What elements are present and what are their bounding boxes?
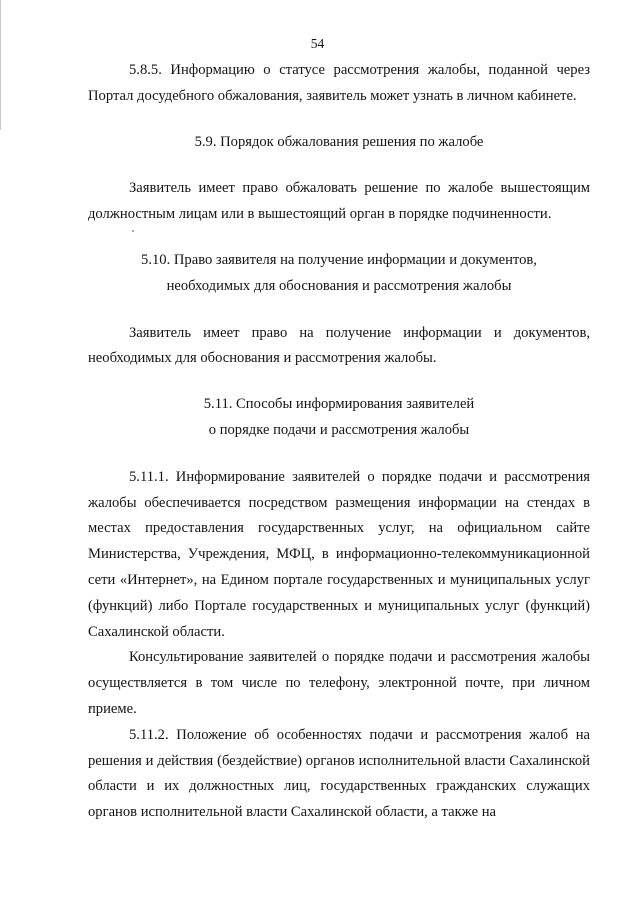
heading-line: 5.11. Способы информирования заявителей <box>203 396 475 413</box>
heading-line: 5.10. Право заявителя на получение информации и документов, <box>141 251 537 268</box>
heading-line: 5.9. Порядок обжалования решения по жалобе <box>194 133 484 150</box>
page-number: 54 <box>310 36 325 51</box>
heading-5-11 <box>88 392 590 444</box>
paragraph-5-8-5: 5.8.5. Информацию о статусе рассмотрения жалобы, поданной через Портал досудебного обжалования, заявитель может узнать в личном кабинете. <box>88 62 590 104</box>
paragraph-5-11-1: 5.11.1. Информирование заявителей о порядке подачи и рассмотрения жалобы обеспечивается посредством размещения информации на стендах в местах предоставления государственных услуг, на официальном сайте Министерства, Учреждения, МФЦ, в информационно-телекоммуникационной сети «Интернет», на Едином портале государственных и муниципальных услуг (функций) либо Портале государственных и муниципальных услуг (функций) Сахалинской области. <box>88 468 590 640</box>
paragraph-consultation: Консультирование заявителей о порядке подачи и рассмотрения жалобы осуществляется в том числе по телефону, электронной почте, при личном приеме. <box>88 649 590 717</box>
paragraph-5-11-2: 5.11.2. Положение об особенностях подачи и рассмотрения жалоб на решения и действия (бездействие) органов исполнительной власти Сахалинской области и их должностных лиц, государственных гражданских служащих органов исполнительной власти Сахалинской области, а также на <box>88 726 590 821</box>
paragraph-5-10: Заявитель имеет право на получение информации и документов, необходимых для обоснования и рассмотрения жалобы. <box>88 324 590 367</box>
heading-line: необходимых для обоснования и рассмотрения жалобы <box>166 277 512 294</box>
heading-5-9 <box>88 130 590 156</box>
scan-edge-mark <box>0 0 1 130</box>
heading-5-10 <box>88 248 590 300</box>
document-body <box>88 58 590 826</box>
heading-line: о порядке подачи и рассмотрения жалобы <box>208 421 470 438</box>
paragraph-5-9: Заявитель имеет право обжаловать решение по жалобе вышестоящим должностным лицам или в вышестоящий орган в порядке подчиненности. <box>88 180 590 223</box>
